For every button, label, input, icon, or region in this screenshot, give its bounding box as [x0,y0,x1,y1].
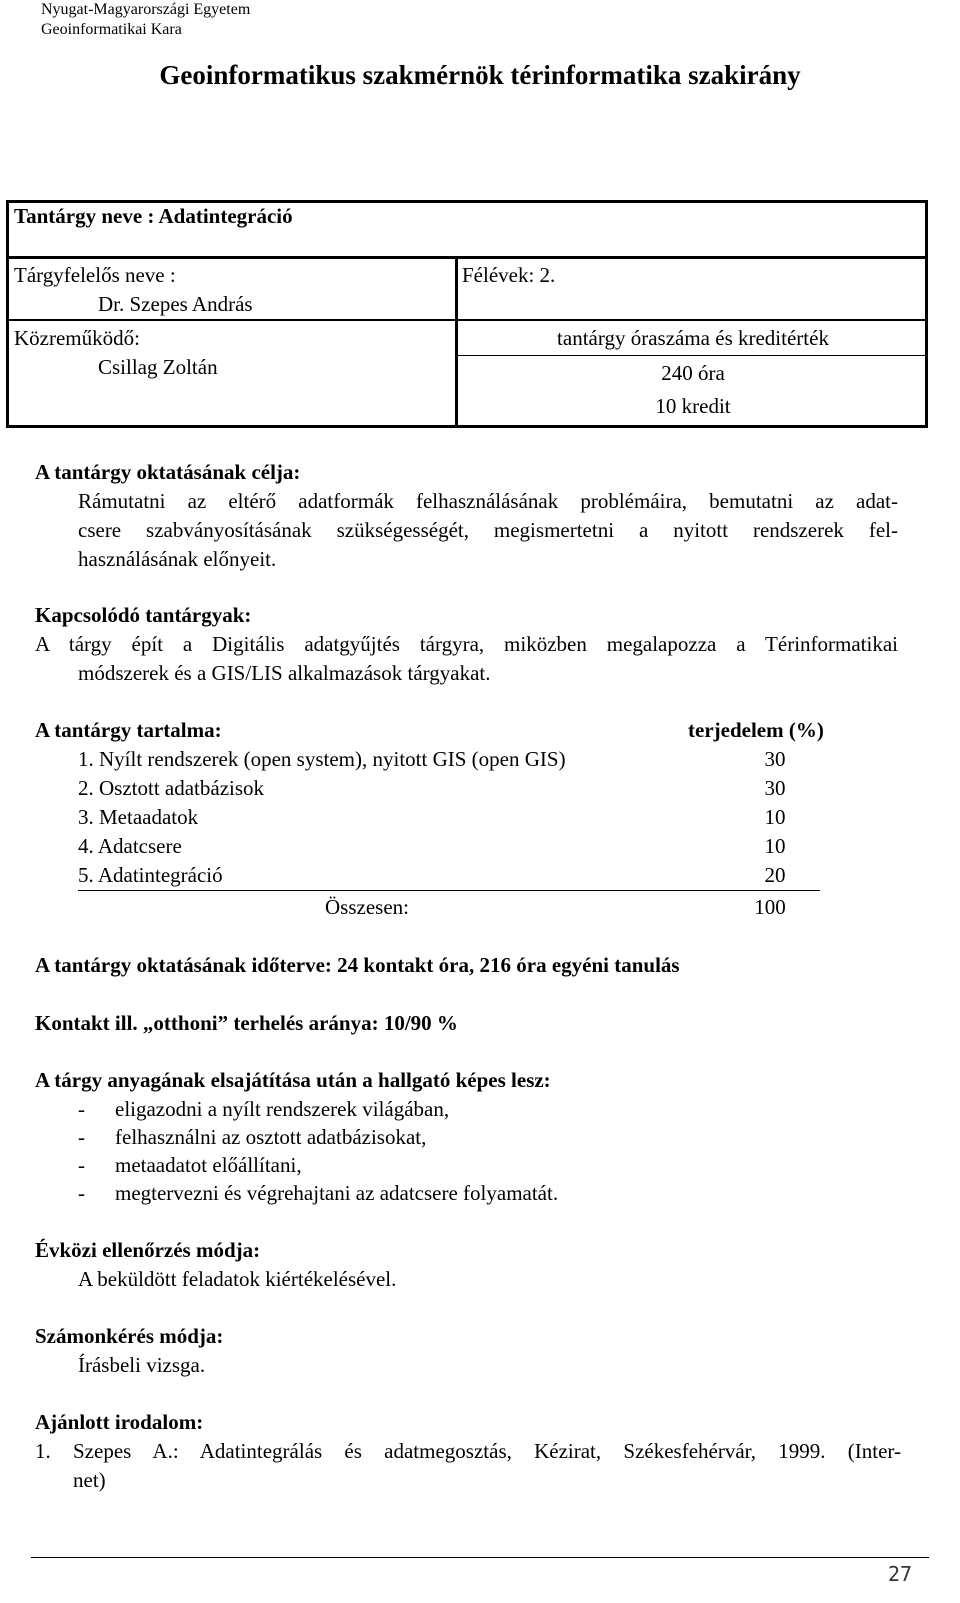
content-item-label: 1. Nyílt rendszerek (open system), nyitott GIS (open GIS) [78,747,566,771]
midterm-text: A beküldött feladatok kiértékelésével. [78,1267,397,1291]
outcome-item: megtervezni és végrehajtani az adatcsere folyamatát. [115,1181,559,1205]
related-line: A tárgy épít a Digitális adatgyűjtés tárgyra, miközben megalapozza a Térinformatikai [35,632,898,656]
box-divider [458,355,928,356]
literature-line: Szepes A.: Adatintegrálás és adatmegosztás, Kézirat, Székesfehérvár, 1999. (Inter- [73,1439,901,1463]
box-divider [6,256,928,259]
content-item-label: 3. Metaadatok [78,805,199,829]
related-line: módszerek és a GIS/LIS alkalmazások tárgyakat. [78,661,491,685]
outcome-item: felhasználni az osztott adatbázisokat, [115,1125,427,1149]
footer-rule [31,1557,929,1558]
content-item-value: 30 [764,776,786,800]
content-item-value: 10 [764,805,786,829]
institution-name: Nyugat-Magyarországi Egyetem [41,1,251,18]
content-item-value: 10 [764,834,786,858]
subject-name: Tantárgy neve : Adatintegráció [14,204,293,228]
goal-line: csere szabványosításának szükségességét, megismertetni a nyitott rendszerek fel- [78,518,898,542]
extent-heading: terjedelem (%) [688,718,824,742]
content-item-value: 30 [764,747,786,771]
outcome-item: eligazodni a nyílt rendszerek világában, [115,1097,450,1121]
exam-heading: Számonkérés módja: [35,1324,224,1348]
contributor-label: Közreműködő: [14,326,140,350]
total-rule [78,890,820,891]
hours-value: 240 óra [661,361,725,385]
page-title: Geoinformatikus szakmérnök térinformatika szakirány [159,60,801,90]
content-item-value: 20 [764,863,786,887]
content-item-label: 5. Adatintegráció [78,863,223,887]
outcome-bullet: - [78,1125,85,1149]
responsible-name: Dr. Szepes András [98,292,253,316]
literature-number: 1. [35,1439,51,1463]
outcome-bullet: - [78,1097,85,1121]
midterm-heading: Évközi ellenőrzés módja: [35,1238,261,1262]
exam-text: Írásbeli vizsga. [78,1353,206,1377]
content-item-label: 4. Adatcsere [78,834,182,858]
goal-line: használásának előnyeit. [78,547,277,571]
outcome-item: metaadatot előállítani, [115,1153,302,1177]
total-label: Összesen: [325,895,409,919]
faculty-name: Geoinformatikai Kara [41,21,182,38]
content-item-label: 2. Osztott adatbázisok [78,776,265,800]
hours-credit-label: tantárgy óraszáma és kreditérték [557,326,829,350]
credits-value: 10 kredit [655,394,731,418]
semesters: Félévek: 2. [462,263,556,287]
content-heading: A tantárgy tartalma: [35,718,222,742]
workload-ratio: Kontakt ill. „otthoni” terhelés aránya: 10/90 % [35,1011,458,1035]
goal-heading: A tantárgy oktatásának célja: [35,460,301,484]
related-heading: Kapcsolódó tantárgyak: [35,603,252,627]
outcome-bullet: - [78,1153,85,1177]
outcomes-heading: A tárgy anyagának elsajátítása után a hallgató képes lesz: [35,1068,551,1092]
goal-line: Rámutatni az eltérő adatformák felhasználásának problémáira, bemutatni az adat- [78,489,898,513]
literature-heading: Ajánlott irodalom: [35,1410,204,1434]
literature-line: net) [73,1468,106,1492]
page-number: 27 [888,1562,913,1586]
responsible-label: Tárgyfelelős neve : [14,263,176,287]
outcome-bullet: - [78,1181,85,1205]
schedule: A tantárgy oktatásának időterve: 24 kontakt óra, 216 óra egyéni tanulás [35,953,680,977]
contributor-name: Csillag Zoltán [98,355,218,379]
box-divider [6,319,928,321]
total-value: 100 [754,895,786,919]
